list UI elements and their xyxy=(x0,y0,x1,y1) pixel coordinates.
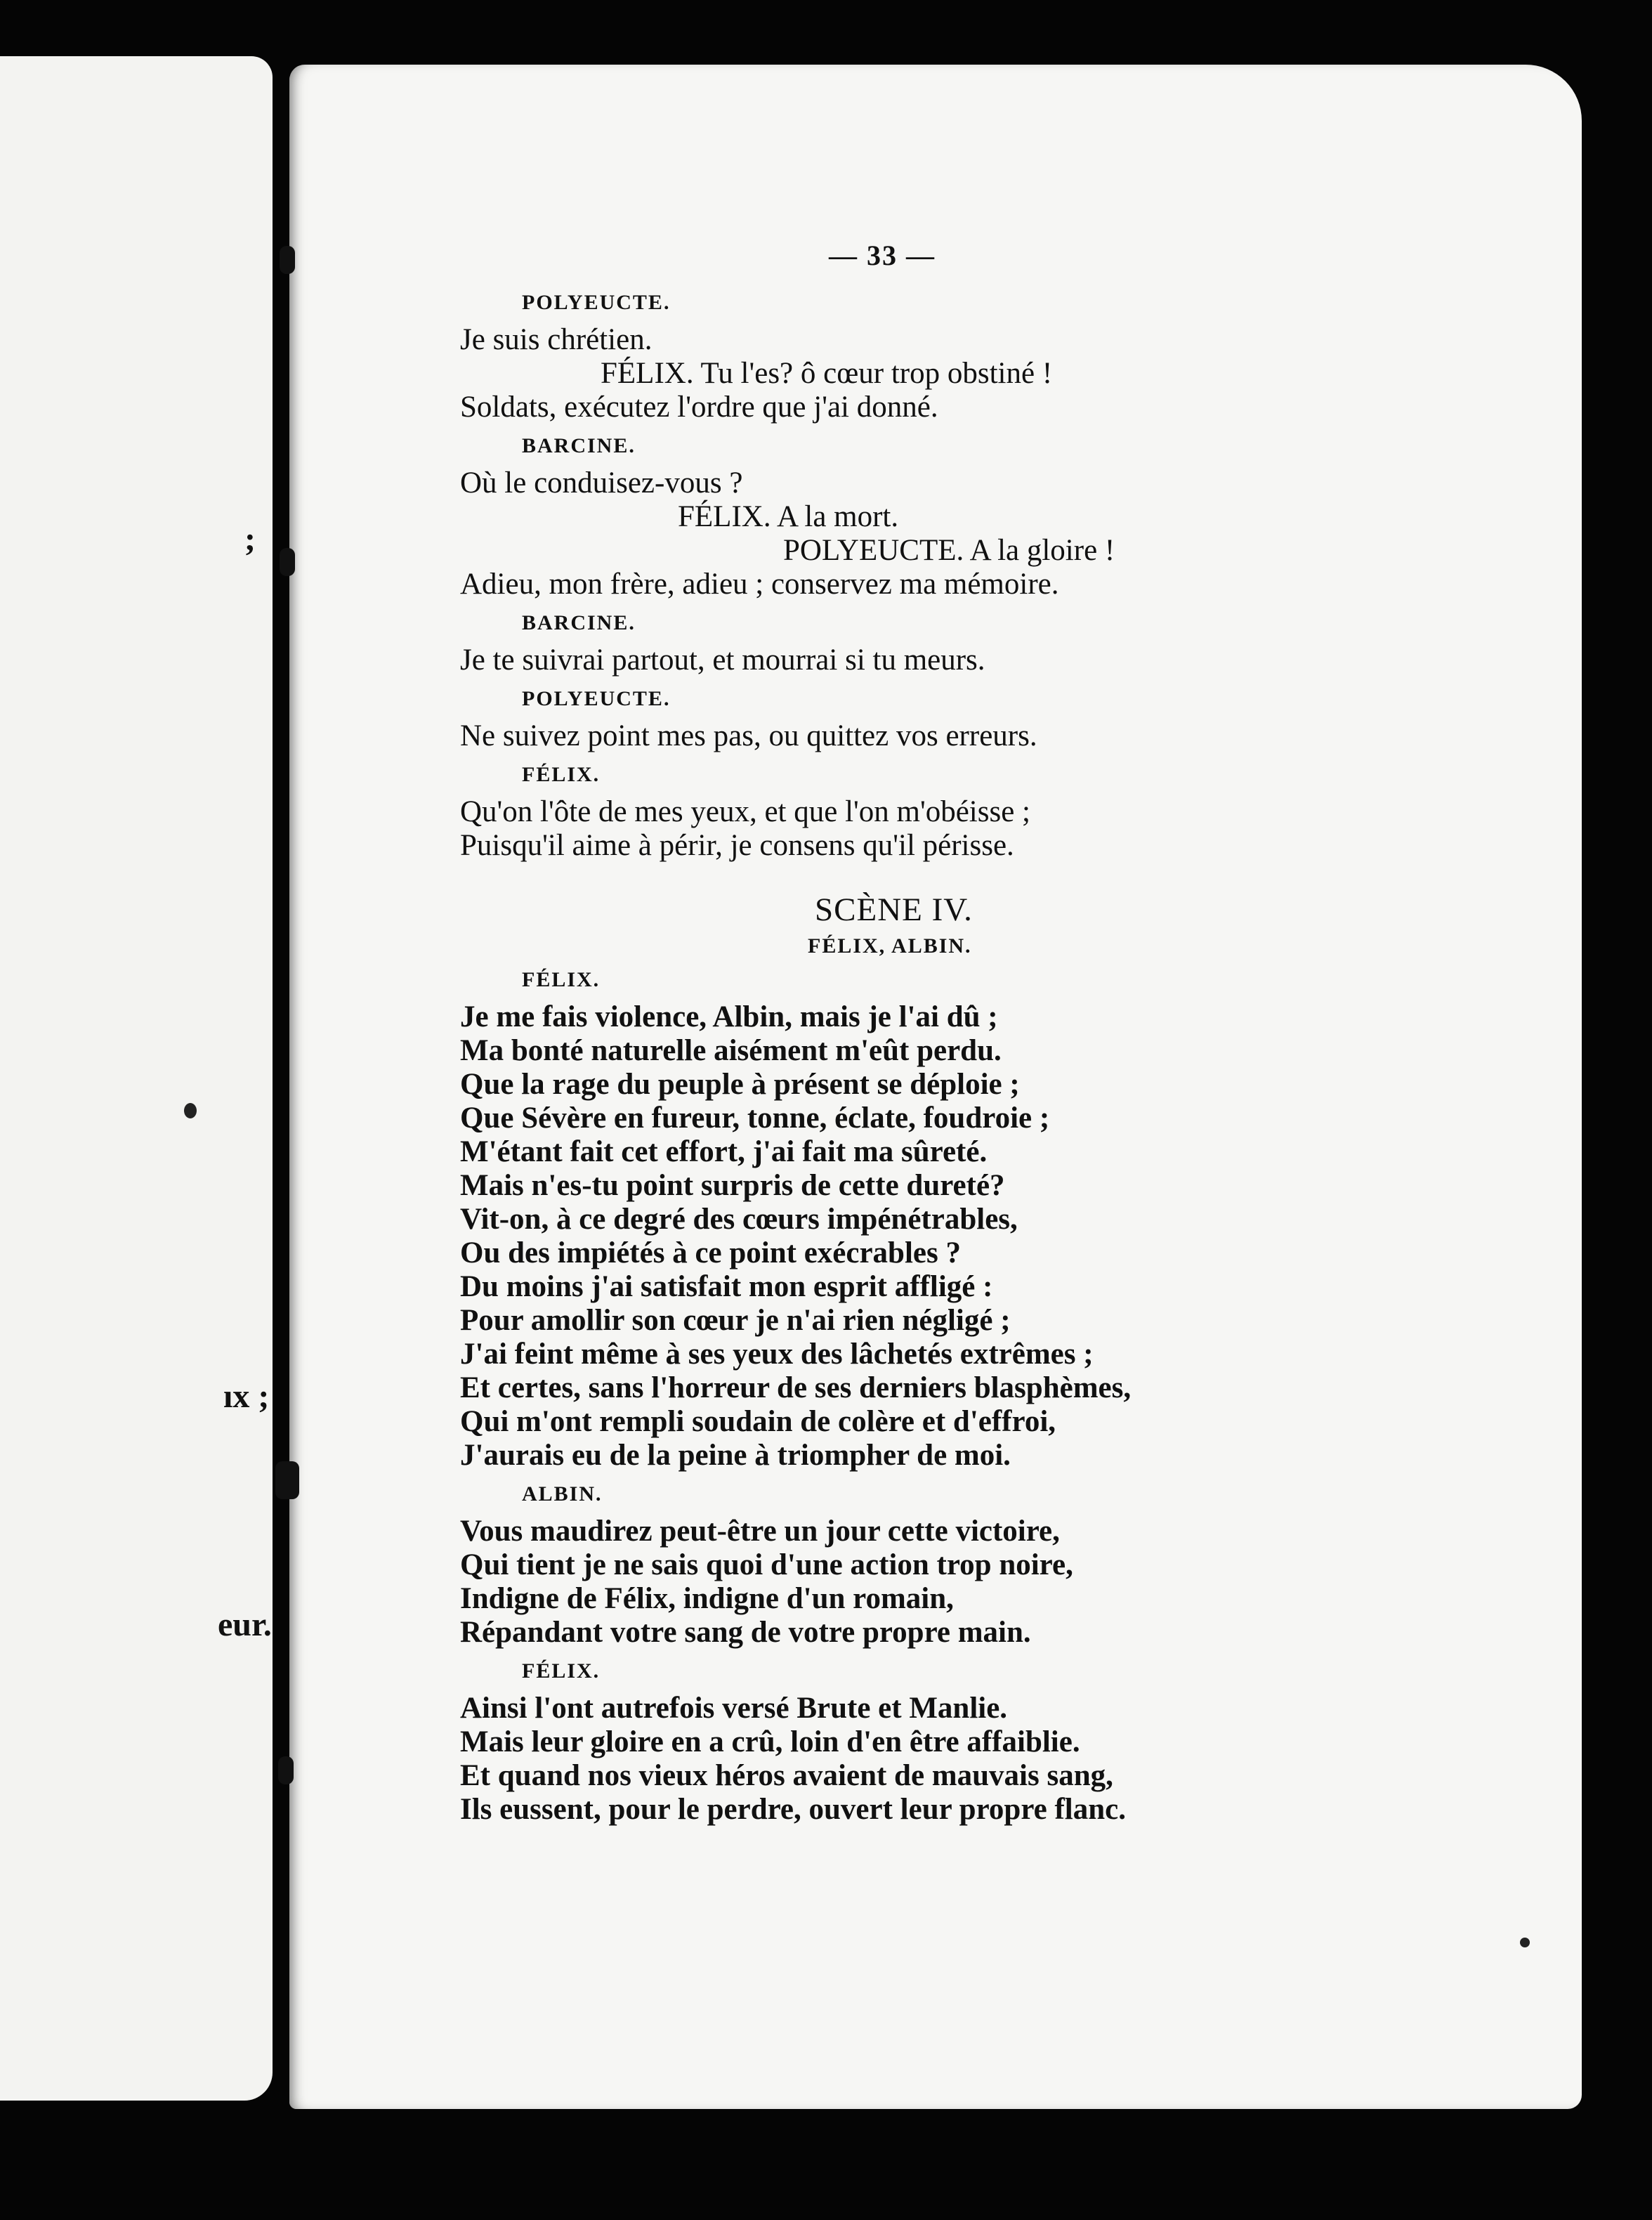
speaker-name: POLYEUCTE. xyxy=(522,687,671,710)
verse-line: Indigne de Félix, indigne d'un romain, xyxy=(460,1582,954,1615)
speaker-name: FÉLIX. xyxy=(522,763,601,786)
speaker-name: BARCINE. xyxy=(522,611,636,634)
verse-line: Du moins j'ai satisfait mon esprit affligé : xyxy=(460,1270,993,1303)
verse-line: Mais leur gloire en a crû, loin d'en être affaiblie. xyxy=(460,1725,1080,1758)
dialogue-block-1 xyxy=(460,291,1556,863)
left-page-fragment: eur. xyxy=(218,1606,272,1643)
speaker-name: POLYEUCTE. xyxy=(522,291,671,314)
speaker-name: FÉLIX. xyxy=(522,1659,601,1683)
verse-line: Ainsi l'ont autrefois versé Brute et Manlie. xyxy=(460,1692,1008,1725)
verse-line: J'ai feint même à ses yeux des lâchetés extrêmes ; xyxy=(460,1338,1094,1371)
verse-line: Je me fais violence, Albin, mais je l'ai dû ; xyxy=(460,1000,998,1033)
binding-mark xyxy=(280,548,295,576)
verse-line: Qui tient je ne sais quoi d'une action trop noire, xyxy=(460,1548,1073,1581)
verse-line: Ou des impiétés à ce point exécrables ? xyxy=(460,1236,961,1269)
left-page-fragment: ; xyxy=(244,521,256,558)
scene-title: SCÈNE IV. xyxy=(815,892,973,928)
verse-line: Ma bonté naturelle aisément m'eût perdu. xyxy=(460,1034,1002,1067)
speaker-name: FÉLIX. xyxy=(522,968,601,991)
verse-line: Ils eussent, pour le perdre, ouvert leur propre flanc. xyxy=(460,1793,1126,1826)
dialogue-block-2 xyxy=(460,968,1556,1827)
ink-speck xyxy=(1520,1938,1530,1947)
verse-line: Adieu, mon frère, adieu ; conservez ma mémoire. xyxy=(460,568,1059,601)
page-number: — 33 — xyxy=(829,240,936,271)
verse-line: Mais n'es-tu point surpris de cette dureté? xyxy=(460,1169,1005,1202)
verse-line: Et quand nos vieux héros avaient de mauvais sang, xyxy=(460,1759,1113,1792)
verse-line: FÉLIX. A la mort. xyxy=(678,500,899,533)
verse-line: Que la rage du peuple à présent se déploie ; xyxy=(460,1068,1020,1101)
left-page-fragment: ıx ; xyxy=(223,1378,270,1415)
verse-line: Puisqu'il aime à périr, je consens qu'il périsse. xyxy=(460,829,1014,862)
ink-speck xyxy=(184,1103,197,1118)
verse-line: Soldats, exécutez l'ordre que j'ai donné. xyxy=(460,391,938,424)
verse-line: FÉLIX. Tu l'es? ô cœur trop obstiné ! xyxy=(601,357,1053,390)
verse-line: Je suis chrétien. xyxy=(460,323,653,356)
speaker-name: BARCINE. xyxy=(522,434,636,457)
verse-line: Où le conduisez-vous ? xyxy=(460,466,743,500)
binding-mark xyxy=(280,246,295,274)
binding-mark xyxy=(275,1461,299,1499)
binding-mark xyxy=(278,1756,294,1784)
verse-line: Pour amollir son cœur je n'ai rien négligé ; xyxy=(460,1304,1011,1337)
verse-line: J'aurais eu de la peine à triompher de moi. xyxy=(460,1439,1011,1472)
verse-line: Qu'on l'ôte de mes yeux, et que l'on m'obéisse ; xyxy=(460,795,1031,828)
left-page xyxy=(0,56,273,2101)
scene-cast: FÉLIX, ALBIN. xyxy=(808,934,972,958)
verse-line: Que Sévère en fureur, tonne, éclate, foudroie ; xyxy=(460,1102,1050,1135)
text-block xyxy=(460,281,1556,1827)
verse-line: Vous maudirez peut-être un jour cette victoire, xyxy=(460,1515,1060,1548)
verse-line: Ne suivez point mes pas, ou quittez vos erreurs. xyxy=(460,719,1037,752)
verse-line: Vit-on, à ce degré des cœurs impénétrables, xyxy=(460,1203,1018,1236)
verse-line: POLYEUCTE. A la gloire ! xyxy=(783,534,1115,567)
speaker-name: ALBIN. xyxy=(522,1482,603,1506)
verse-line: Je te suivrai partout, et mourrai si tu meurs. xyxy=(460,644,985,677)
verse-line: Répandant votre sang de votre propre main. xyxy=(460,1616,1031,1649)
verse-line: Et certes, sans l'horreur de ses derniers blasphèmes, xyxy=(460,1371,1132,1404)
verse-line: Qui m'ont rempli soudain de colère et d'effroi, xyxy=(460,1405,1056,1438)
verse-line: M'étant fait cet effort, j'ai fait ma sûreté. xyxy=(460,1135,988,1168)
